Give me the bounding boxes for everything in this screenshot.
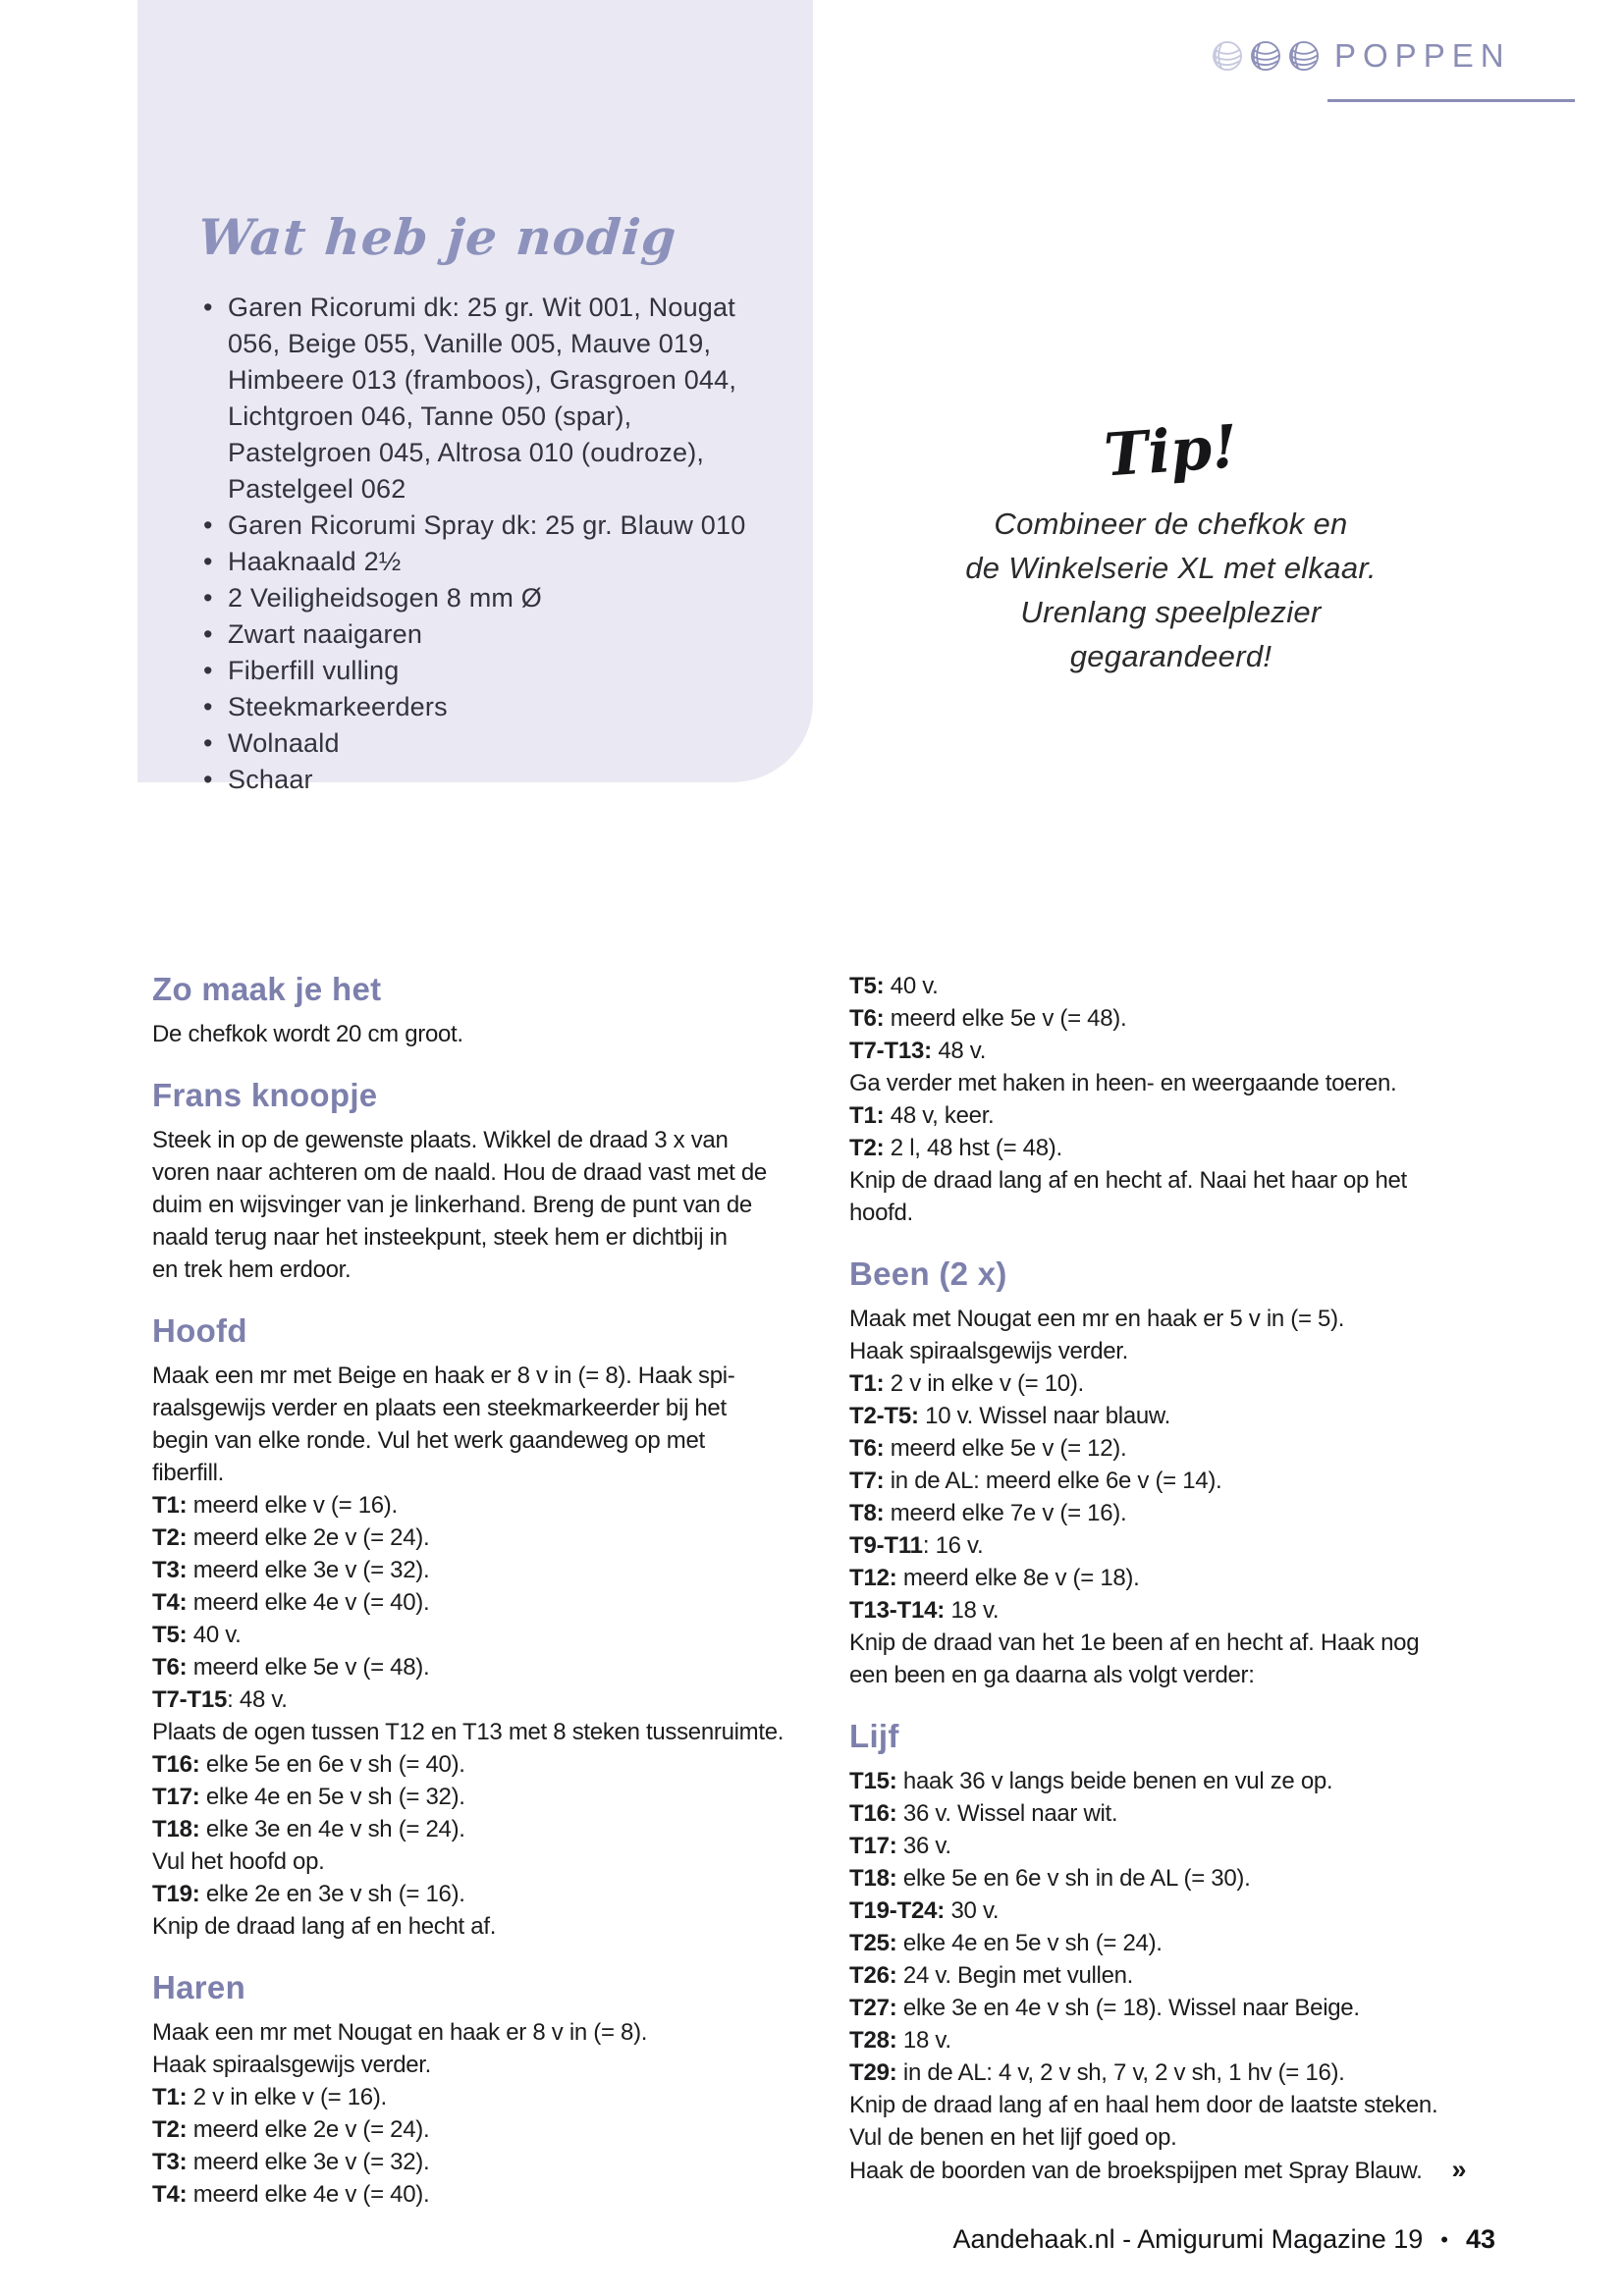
step-label: T4: [152, 1589, 188, 1616]
pattern-step: T2: 2 l, 48 hst (= 48). [849, 1135, 1062, 1161]
instructions-column-left [152, 970, 800, 2211]
paragraph-line: naald terug naar het insteekpunt, steek hem er dichtbij in [152, 1224, 728, 1251]
footer-separator: • [1440, 2226, 1448, 2252]
paragraph-line: Knip de draad lang af en hecht af. Naai het haar op het [849, 1167, 1407, 1194]
step-label: T2: [849, 1135, 885, 1161]
pattern-step: T5: 40 v. [152, 1622, 242, 1648]
step-label: T15: [849, 1768, 897, 1794]
pattern-step: T25: elke 4e en 5e v sh (= 24). [849, 1930, 1163, 1956]
tip-text [889, 502, 1453, 678]
step-label: T7: [849, 1468, 885, 1494]
pattern-step: T17: elke 4e en 5e v sh (= 32). [152, 1784, 465, 1810]
supplies-heading: Wat heb je nodig [195, 208, 679, 266]
pattern-step: T8: meerd elke 7e v (= 16). [849, 1500, 1127, 1526]
pattern-step: T9-T11: 16 v. [849, 1532, 984, 1559]
step-label: T12: [849, 1565, 897, 1591]
paragraph-line: fiberfill. [152, 1460, 225, 1486]
step-label: T9-T11 [849, 1532, 923, 1559]
paragraph-line: begin van elke ronde. Vul het werk gaandeweg op met [152, 1427, 705, 1454]
tip-heading: Tip! [1102, 412, 1240, 491]
step-label: T4: [152, 2181, 188, 2208]
step-label: T18: [849, 1865, 897, 1892]
section-heading: Hoofd [152, 1312, 247, 1349]
page-footer [952, 2224, 1495, 2255]
pattern-step: T2: meerd elke 2e v (= 24). [152, 1524, 430, 1551]
paragraph-line: Vul de benen en het lijf goed op. [849, 2124, 1177, 2151]
step-label: T1: [152, 1492, 188, 1519]
pattern-step: T1: 2 v in elke v (= 16). [152, 2084, 387, 2110]
header-divider [1327, 99, 1575, 102]
pattern-step: T16: elke 5e en 6e v sh (= 40). [152, 1751, 465, 1778]
supplies-item: • Steekmarkeerders [198, 689, 770, 725]
section-heading: Lijf [849, 1718, 899, 1754]
yarn-ball-icon [1287, 39, 1321, 73]
pattern-step: T29: in de AL: 4 v, 2 v sh, 7 v, 2 v sh, 1 hv (= 16). [849, 2059, 1345, 2086]
tip-line: Urenlang speelplezier [1020, 595, 1322, 629]
pattern-step: T7: in de AL: meerd elke 6e v (= 14). [849, 1468, 1222, 1494]
supplies-item: • Wolnaald [198, 725, 770, 762]
paragraph-line: Haak de boorden van de broekspijpen met Spray Blauw. » [849, 2155, 1465, 2184]
paragraph-line: Knip de draad lang af en haal hem door de laatste steken. [849, 2092, 1438, 2118]
section-heading: Frans knoopje [152, 1077, 378, 1113]
section-header [1211, 37, 1511, 75]
pattern-step: T19: elke 2e en 3e v sh (= 16). [152, 1881, 465, 1907]
section-heading: Zo maak je het [152, 971, 382, 1007]
supplies-item: • Haaknaald 2½ [198, 544, 770, 580]
step-label: T7-T15 [152, 1686, 228, 1713]
supplies-list [198, 290, 770, 798]
step-label: T1: [849, 1370, 885, 1397]
section-heading: Been (2 x) [849, 1255, 1007, 1292]
step-label: T18: [152, 1816, 200, 1842]
paragraph-line: en trek hem erdoor. [152, 1256, 352, 1283]
pattern-step: T6: meerd elke 5e v (= 48). [849, 1005, 1127, 1032]
tip-line: de Winkelserie XL met elkaar. [965, 551, 1377, 585]
step-label: T17: [152, 1784, 200, 1810]
step-label: T2: [152, 1524, 188, 1551]
paragraph-line: Steek in op de gewenste plaats. Wikkel de draad 3 x van [152, 1127, 729, 1153]
pattern-step: T26: 24 v. Begin met vullen. [849, 1962, 1134, 1989]
pattern-step: T2-T5: 10 v. Wissel naar blauw. [849, 1403, 1170, 1429]
step-label: T16: [152, 1751, 200, 1778]
pattern-step: T17: 36 v. [849, 1833, 951, 1859]
yarn-ball-icons [1211, 39, 1321, 73]
step-label: T25: [849, 1930, 897, 1956]
step-label: T8: [849, 1500, 885, 1526]
paragraph-line: Haak spiraalsgewijs verder. [849, 1338, 1129, 1364]
step-label: T5: [152, 1622, 188, 1648]
paragraph-line: duim en wijsvinger van je linkerhand. Breng de punt van de [152, 1192, 752, 1218]
supplies-item: • Schaar [198, 762, 770, 798]
step-label: T2: [152, 2116, 188, 2143]
paragraph-line: Vul het hoofd op. [152, 1848, 325, 1875]
pattern-step: T1: 2 v in elke v (= 10). [849, 1370, 1084, 1397]
page-number: 43 [1465, 2224, 1495, 2254]
paragraph-line: hoofd. [849, 1200, 913, 1226]
step-label: T3: [152, 1557, 188, 1583]
pattern-step: T7-T15: 48 v. [152, 1686, 288, 1713]
step-label: T3: [152, 2149, 188, 2175]
step-label: T13-T14: [849, 1597, 946, 1624]
paragraph-line: raalsgewijs verder en plaats een steekmarkeerder bij het [152, 1395, 727, 1421]
step-label: T6: [849, 1435, 885, 1462]
pattern-step: T1: meerd elke v (= 16). [152, 1492, 398, 1519]
pattern-step: T16: 36 v. Wissel naar wit. [849, 1800, 1118, 1827]
continue-marker: » [1451, 2155, 1465, 2184]
pattern-step: T18: elke 3e en 4e v sh (= 24). [152, 1816, 465, 1842]
step-label: T5: [849, 973, 885, 999]
step-label: T6: [152, 1654, 188, 1681]
step-label: T16: [849, 1800, 897, 1827]
paragraph-line: Ga verder met haken in heen- en weergaande toeren. [849, 1070, 1397, 1096]
step-label: T6: [849, 1005, 885, 1032]
supplies-item: • Fiberfill vulling [198, 653, 770, 689]
pattern-step: T4: meerd elke 4e v (= 40). [152, 2181, 430, 2208]
paragraph-line: Maak met Nougat een mr en haak er 5 v in (= 5). [849, 1306, 1345, 1332]
tip-line: gegarandeerd! [1069, 639, 1272, 673]
paragraph-line: een been en ga daarna als volgt verder: [849, 1662, 1255, 1688]
pattern-step: T6: meerd elke 5e v (= 12). [849, 1435, 1127, 1462]
paragraph-line: Plaats de ogen tussen T12 en T13 met 8 steken tussenruimte. [152, 1719, 785, 1745]
pattern-step: T27: elke 3e en 4e v sh (= 18). Wissel naar Beige. [849, 1995, 1360, 2021]
paragraph-line: Knip de draad van het 1e been af en hecht af. Haak nog [849, 1629, 1420, 1656]
pattern-step: T7-T13: 48 v. [849, 1038, 987, 1064]
instructions-column-right [849, 970, 1495, 2187]
step-label: T17: [849, 1833, 897, 1859]
tip-callout [889, 412, 1453, 678]
step-label: T28: [849, 2027, 897, 2054]
footer-text: Aandehaak.nl - Amigurumi Magazine 19 [952, 2224, 1424, 2254]
pattern-step: T18: elke 5e en 6e v sh in de AL (= 30). [849, 1865, 1251, 1892]
step-label: T26: [849, 1962, 897, 1989]
pattern-step: T3: meerd elke 3e v (= 32). [152, 2149, 430, 2175]
paragraph-line: Maak een mr met Nougat en haak er 8 v in (= 8). [152, 2019, 648, 2046]
step-label: T27: [849, 1995, 897, 2021]
step-label: T2-T5: [849, 1403, 919, 1429]
section-title: POPPEN [1334, 37, 1511, 74]
paragraph-line: Knip de draad lang af en hecht af. [152, 1913, 497, 1940]
step-label: T19: [152, 1881, 200, 1907]
pattern-step: T19-T24: 30 v. [849, 1897, 1000, 1924]
pattern-step: T2: meerd elke 2e v (= 24). [152, 2116, 430, 2143]
step-label: T7-T13: [849, 1038, 932, 1064]
step-label: T1: [849, 1102, 885, 1129]
pattern-step: T13-T14: 18 v. [849, 1597, 1000, 1624]
pattern-step: T5: 40 v. [849, 973, 939, 999]
pattern-step: T1: 48 v, keer. [849, 1102, 995, 1129]
pattern-step: T28: 18 v. [849, 2027, 951, 2054]
supplies-item: • Garen Ricorumi Spray dk: 25 gr. Blauw 010 [198, 507, 770, 544]
yarn-ball-icon [1249, 39, 1282, 73]
step-label: T19-T24: [849, 1897, 946, 1924]
tip-line: Combineer de chefkok en [994, 507, 1348, 541]
pattern-step: T4: meerd elke 4e v (= 40). [152, 1589, 430, 1616]
section-heading: Haren [152, 1969, 246, 2005]
step-label: T1: [152, 2084, 188, 2110]
paragraph-line: Maak een mr met Beige en haak er 8 v in (= 8). Haak spi- [152, 1362, 735, 1389]
step-label: T29: [849, 2059, 897, 2086]
paragraph-line: Haak spiraalsgewijs verder. [152, 2052, 432, 2078]
paragraph-line: voren naar achteren om de naald. Hou de draad vast met de [152, 1159, 767, 1186]
supplies-item: • 2 Veiligheidsogen 8 mm Ø [198, 580, 770, 616]
supplies-item: • Zwart naaigaren [198, 616, 770, 653]
supplies-box [137, 0, 813, 794]
pattern-step: T15: haak 36 v langs beide benen en vul ze op. [849, 1768, 1333, 1794]
pattern-step: T12: meerd elke 8e v (= 18). [849, 1565, 1140, 1591]
supplies-item: • Garen Ricorumi dk: 25 gr. Wit 001, Nougat 056, Beige 055, Vanille 005, Mauve 019, Himbeere 013 (framboos), Grasgroen 044, Lichtgroen 046, Tanne 050 (spar), Pastelgroen 045, Altrosa 010 (oudroze), Pastelgeel 062 [198, 290, 770, 507]
pattern-step: T6: meerd elke 5e v (= 48). [152, 1654, 430, 1681]
yarn-ball-icon [1211, 39, 1244, 73]
paragraph-line: De chefkok wordt 20 cm groot. [152, 1021, 463, 1047]
pattern-step: T3: meerd elke 3e v (= 32). [152, 1557, 430, 1583]
